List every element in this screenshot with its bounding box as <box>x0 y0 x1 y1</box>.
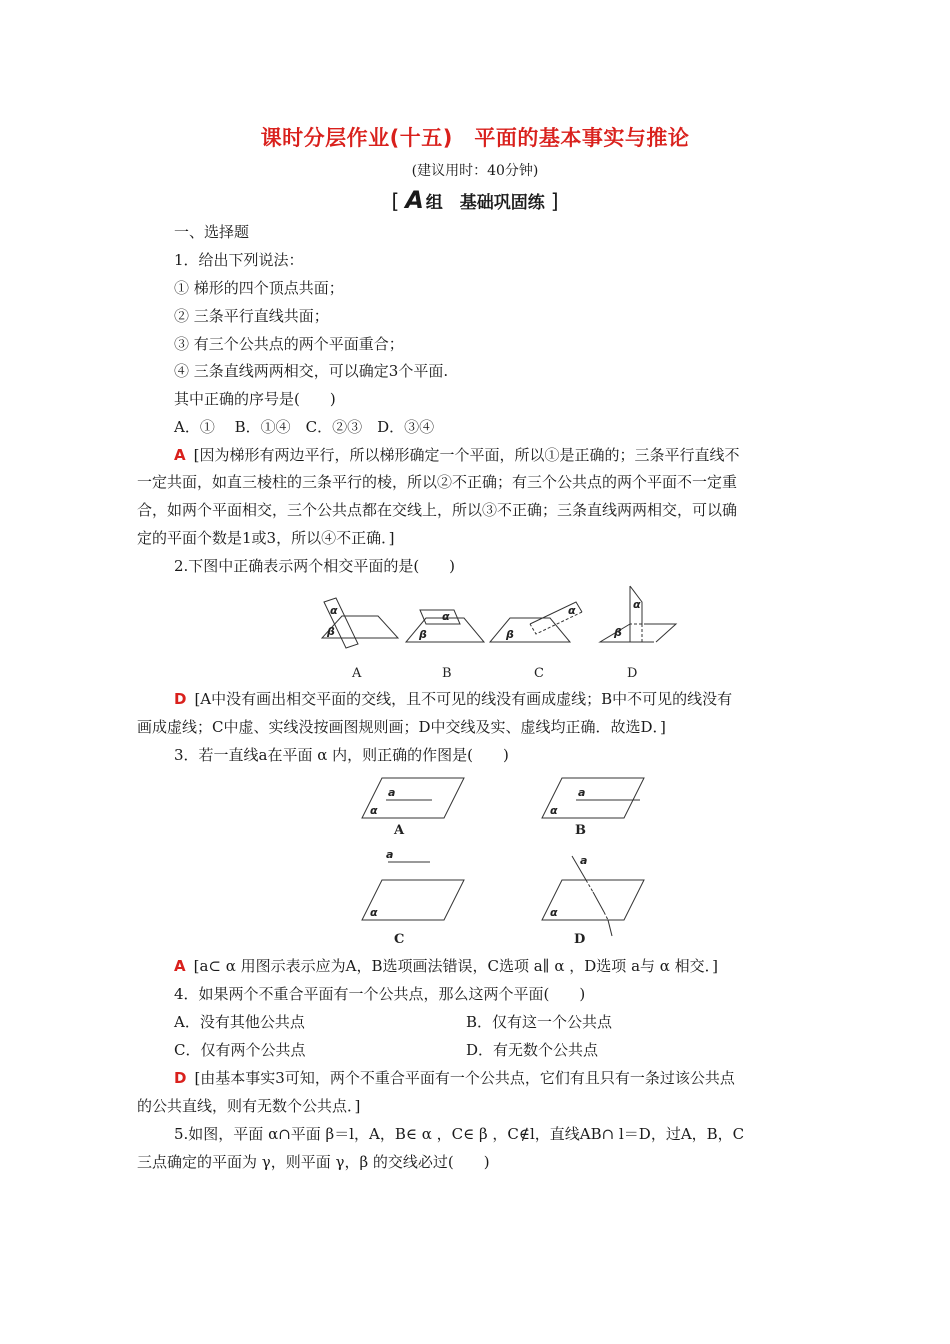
q1-options: A．① B．①④ C．②③ D．③④ <box>174 418 435 436</box>
svg-text:D: D <box>574 932 586 947</box>
q3-explanation-line: A [a⊂ α 用图示表示应为A，B选项画法错误，C选项 a∥ α ，D选项 a与 α 相交．] <box>174 957 719 975</box>
q1-prompt: 其中正确的序号是( ) <box>174 390 336 408</box>
svg-text:a: a <box>580 854 588 867</box>
q2-explanation-line: D [A中没有画出相交平面的交线，且不可见的线没有画成虚线；B中不可见的线没有 <box>174 690 733 708</box>
q3-figure <box>350 770 660 950</box>
q1-item: ② 三条平行直线共面； <box>174 307 329 325</box>
q4-answer: D <box>174 1069 187 1087</box>
q3-fig-d <box>542 854 644 947</box>
page-title: 课时分层作业(十五) 平面的基本事实与推论 <box>260 126 690 150</box>
q3-fig-a <box>362 778 464 838</box>
svg-text:α: α <box>370 906 378 919</box>
q4-explanation-line: 的公共直线，则有无数个公共点．] <box>137 1097 361 1115</box>
q2-answer: D <box>174 690 187 708</box>
suggested-time: (建议用时：40分钟) <box>411 163 539 179</box>
group-label: 组 基础巩固练 <box>425 193 545 213</box>
svg-text:α: α <box>442 610 450 623</box>
fig-label: C <box>534 666 544 681</box>
svg-text:a: a <box>386 848 394 861</box>
q2-fig-b <box>406 610 484 642</box>
q1-stem: 1．给出下列说法： <box>174 251 304 269</box>
svg-text:a: a <box>578 786 586 799</box>
q5-stem-line: 5.如图，平面 α∩平面 β＝l，A，B∈ α ，C∈ β ，C∉l，直线AB∩ l＝D，过A，B，C <box>174 1125 745 1143</box>
q2-fig-a <box>322 598 398 648</box>
q1-item: ③ 有三个公共点的两个平面重合； <box>174 335 404 353</box>
q1-item: ④ 三条直线两两相交，可以确定3个平面. <box>174 362 449 380</box>
section-title: 一、选择题 <box>174 223 250 241</box>
q2-explanation-line: 画成虚线；C中虚、实线没按画图规则画；D中交线及实、虚线均正确．故选D．] <box>137 718 666 736</box>
q3-fig-c <box>362 848 464 947</box>
q2-stem: 2.下图中正确表示两个相交平面的是( ) <box>174 557 456 575</box>
group-letter: A <box>405 186 424 214</box>
q1-explanation-line: 一定共面，如直三棱柱的三条平行的棱，所以②不正确；有三个公共点的两个平面不一定重 <box>137 473 738 491</box>
q4-option: A．没有其他公共点 <box>174 1013 305 1031</box>
q1-explanation-line: 合，如两个平面相交，三个公共点都在交线上，所以③不正确；三条直线两两相交，可以确 <box>137 501 738 519</box>
svg-text:α: α <box>568 604 576 617</box>
q4-explanation-line: D [由基本事实3可知，两个不重合平面有一个公共点，它们有且只有一条过该公共点 <box>174 1069 735 1087</box>
svg-text:α: α <box>633 598 641 611</box>
svg-text:α: α <box>550 906 558 919</box>
q1-answer: A <box>174 446 186 464</box>
svg-text:α: α <box>370 804 378 817</box>
svg-text:β: β <box>506 628 514 641</box>
group-heading <box>0 186 950 214</box>
q4-option: C．仅有两个公共点 <box>174 1041 306 1059</box>
q4-option: B．仅有这一个公共点 <box>466 1013 613 1031</box>
q1-item: ① 梯形的四个顶点共面； <box>174 279 344 297</box>
beta-label: β <box>327 625 335 638</box>
svg-text:B: B <box>575 823 586 838</box>
q4-stem: 4．如果两个不重合平面有一个公共点，那么这两个平面( ) <box>174 985 586 1003</box>
q2-fig-c <box>490 602 582 642</box>
svg-text:C: C <box>394 932 405 947</box>
svg-text:β: β <box>614 626 622 639</box>
q4-option: D．有无数个公共点 <box>466 1041 599 1059</box>
q2-figure <box>300 580 690 685</box>
group-bracket-open: [ <box>391 189 400 213</box>
svg-text:a: a <box>388 786 396 799</box>
svg-text:β: β <box>419 628 427 641</box>
q3-fig-b <box>542 778 644 838</box>
fig-label: A <box>352 666 362 681</box>
q3-stem: 3．若一直线a在平面 α 内，则正确的作图是( ) <box>174 746 509 764</box>
alpha-label: α <box>330 604 338 617</box>
svg-text:A: A <box>394 823 405 838</box>
q1-explanation-line: 定的平面个数是1或3，所以④不正确．] <box>137 529 395 547</box>
q2-fig-d <box>600 586 676 642</box>
fig-label: B <box>442 666 452 681</box>
fig-label: D <box>627 666 638 681</box>
q1-explanation-line: A [因为梯形有两边平行，所以梯形确定一个平面，所以①是正确的；三条平行直线不 <box>174 446 740 464</box>
q3-answer: A <box>174 957 186 975</box>
q5-stem-line: 三点确定的平面为 γ，则平面 γ，β 的交线必过( ) <box>137 1153 490 1171</box>
group-bracket-close: ] <box>550 189 559 213</box>
svg-text:α: α <box>550 804 558 817</box>
